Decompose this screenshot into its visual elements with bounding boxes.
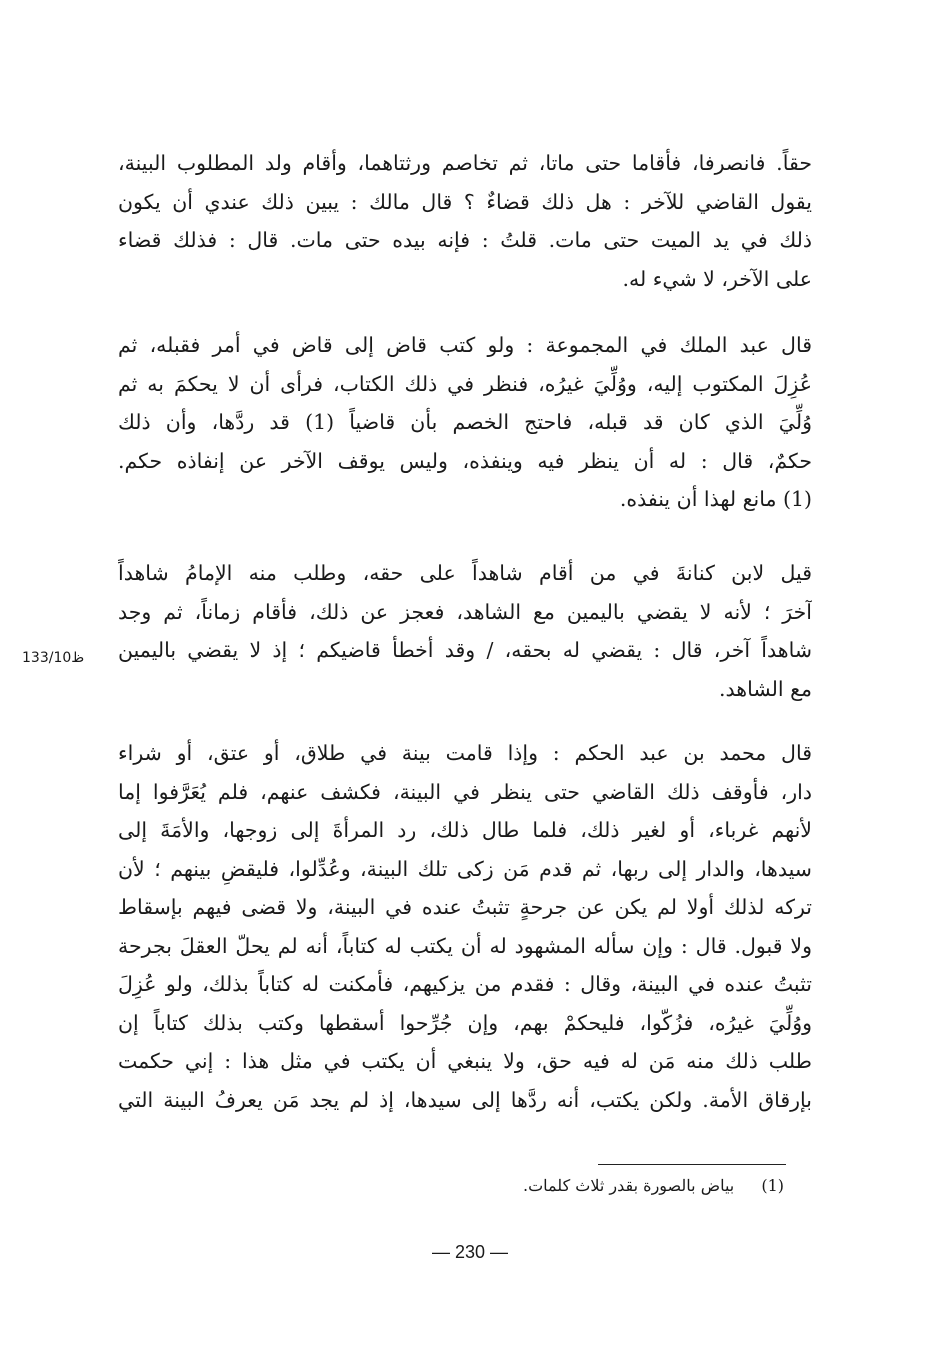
- text-line: بإرقاق الأمة. ولكن يكتب، أنه ردَّها إلى سيدها، إذ لم يجد مَن يعرفُ البينة التي: [118, 1087, 812, 1112]
- text-line: عُزِلَ المكتوب إليه، ووُلِّيَ غيرُه، فنظر في ذلك الكتاب، فرأى أن لا يحكمَ به ثم: [118, 371, 812, 396]
- text-line: قيل لابن كنانةَ في من أقام شاهداً على حقه، وطلب منه الإمامُ شاهداً: [118, 561, 812, 585]
- text-line: حكمٌ، قال : له أن ينظر فيه وينفذه، وليس يوقف الآخر عن إنفاذه حكم.: [118, 448, 812, 473]
- text-line: ذلك في يد الميت حتى مات. قلتُ : فإنه بيده حتى مات. قال : فذلك قضاء: [118, 228, 812, 252]
- text-line: يقول القاضي للآخر : هل ذلك قضاءٌ ؟ قال مالك : يبين ذلك عندي أن يكون: [118, 189, 812, 214]
- footnote: [523, 1176, 784, 1195]
- text-line: قال عبد الملك في المجموعة : ولو كتب قاض إلى قاض في أمر فقبله، ثم: [118, 333, 812, 357]
- text-line: مع الشاهد.: [719, 676, 812, 701]
- text-line: ولا قبول. قال : وإن سأله المشهود له أن يكتب له كتاباً، أنه لم يحلّ العقلَ بجرحة: [118, 933, 812, 958]
- text-line: على الآخر، لا شيء له.: [622, 266, 812, 291]
- text-line: ووُلِّيَ غيرُه، فزُكّوا، فليحكمْ بهم، وإن جُرِّحوا أسقطها وكتب بذلك كتاباً إن: [118, 1010, 812, 1035]
- paragraph-3: [118, 554, 812, 708]
- paragraph-2: [118, 326, 812, 519]
- footnote-divider: [598, 1164, 786, 1165]
- margin-folio-note: 133/10ظ: [22, 650, 85, 666]
- text-line: آخرَ ؛ لأنه لا يقضي باليمين مع الشاهد، فعجز عن ذلك، فأقام زماناً، ثم وجد: [118, 599, 812, 624]
- paragraph-4: [118, 734, 812, 1119]
- text-line: قال محمد بن عبد الحكم : وإذا قامت بينة في طلاق، أو عتق، أو شراء: [118, 741, 812, 765]
- footnote-number: (1): [761, 1176, 784, 1195]
- text-line: لأنهم غرباء، أو لغير ذلك، فلما طال ذلك، رد المرأةَ إلى زوجها، والأمَةَ إلى: [118, 818, 812, 842]
- text-line: دار، فأوقف ذلك القاضي حتى ينظر في البينة، فكشف عنهم، فلم يُعَرَّفوا إما: [118, 779, 812, 804]
- text-line: حقاً. فانصرفا، فأقاما حتى ماتا، ثم تخاصم ورثتاهما، وأقام ولد المطلوب البينة،: [118, 151, 812, 175]
- text-line: شاهداً آخر، قال : يقضي له بحقه، / وقد أخطأ قاضيكم ؛ إذ لا يقضي باليمين: [118, 638, 812, 662]
- text-line: تركه لذلك أولا لم يكن عن جرحةٍ تثبتُ عنده في البينة، ولا قضى فيهم بإسقاط: [118, 895, 812, 919]
- text-line: طلب ذلك منه مَن له فيه حق، ولا ينبغي أن يكتب في مثل هذا : إني حكمت: [118, 1049, 812, 1073]
- paragraph-1: [118, 144, 812, 298]
- text-line: سيدها، والدار إلى ربها، ثم قدم مَن زكى تلك البينة، وعُدِّلوا، فليقضِ بينهم ؛ لأن: [118, 856, 812, 881]
- text-line: تثبتُ عنده في البينة، وقال : فقدم من يزكيهم، فأمكنت له كتاباً بذلك، ولو عُزِلَ: [118, 972, 812, 996]
- footnote-text: بياض بالصورة بقدر ثلاث كلمات.: [523, 1176, 735, 1195]
- page-number: — 230 —: [431, 1242, 509, 1262]
- text-line: وُلِّيَ الذي كان قد قبله، فاحتج الخصم بأن قاضياً (1) قد ردَّها، وأن ذلك: [118, 410, 812, 434]
- text-line: (1) مانع لهذا أن ينفذه.: [619, 487, 812, 511]
